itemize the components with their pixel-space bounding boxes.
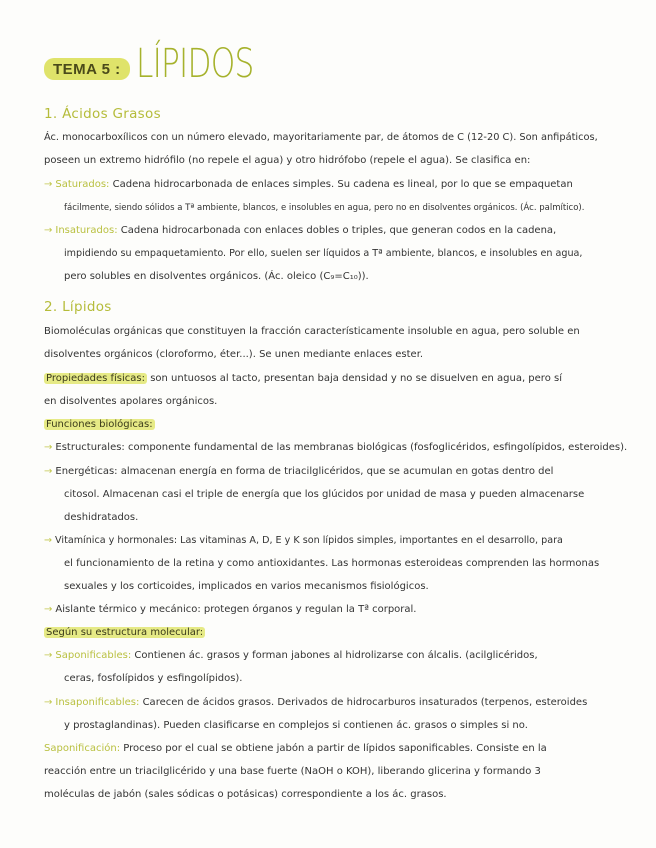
saturados-label: Saturados: xyxy=(55,179,110,190)
insaponificables-label: Insaponificables: xyxy=(55,697,140,708)
propiedades-label: Propiedades físicas: xyxy=(46,373,145,384)
propiedades-line-1 xyxy=(44,373,562,385)
arrow-icon: → xyxy=(44,179,53,190)
saponificacion-line-1 xyxy=(44,743,547,755)
saponificacion-text-3: moléculas de jabón (sales sódicas o potásicas) correspondiente a los ác. grasos. xyxy=(44,789,447,800)
vitaminas-text-2: el funcionamiento de la retina y como antioxidantes. Las hormonas esteroideas comprenden las hormonas xyxy=(64,558,600,569)
saturados-text-1: Cadena hidrocarbonada de enlaces simples. Su cadena es lineal, por lo que se empaquetan xyxy=(112,179,573,190)
energeticas-text-1: Energéticas: almacenan energía en forma de triacilglicéridos, que se acumulan en gotas dentro del xyxy=(55,466,554,477)
insaponificables-text-1: Carecen de ácidos grasos. Derivados de hidrocarburos insaturados (terpenos, esteroides xyxy=(142,697,588,708)
arrow-icon: → xyxy=(44,442,53,453)
saturados-text-2: fácilmente, siendo sólidos a Tª ambiente, blancos, e insolubles en agua, pero no en disolventes orgánicos. (Ác. palmítico). xyxy=(64,203,585,213)
s1-line-2: poseen un extremo hidrófilo (no repele el agua) y otro hidrófobo (repele el agua). Se clasifica en: xyxy=(44,155,531,166)
energeticas-text-3: deshidratados. xyxy=(64,512,139,523)
saponificacion-text-1: Proceso por el cual se obtiene jabón a partir de lípidos saponificables. Consiste en la xyxy=(123,743,547,754)
insaturados-text-2: impidiendo su empaquetamiento. Por ello, suelen ser líquidos a Tª ambiente, blancos, e insolubles en agua, xyxy=(64,248,583,259)
insaponificables-line-1 xyxy=(44,697,587,709)
insaponificables-text-2: y prostaglandinas). Pueden clasificarse en complejos si contienen ác. grasos o simples si no. xyxy=(64,720,528,731)
s2-intro-2: disolventes orgánicos (cloroformo, éter...). Se unen mediante enlaces ester. xyxy=(44,349,424,360)
funciones-label: Funciones biológicas: xyxy=(46,419,153,430)
vitaminas-text-3: sexuales y los corticoides, implicados en varios mecanismos fisiológicos. xyxy=(64,581,429,592)
saponificacion-label: Saponificación: xyxy=(44,743,121,754)
propiedades-text-2: en disolventes apolares orgánicos. xyxy=(44,396,218,407)
insaturados-label: Insaturados: xyxy=(55,225,118,236)
arrow-icon: → xyxy=(44,225,53,236)
estructurales-line xyxy=(44,442,627,454)
saponificacion-text-2: reacción entre un triacilglicérido y una base fuerte (NaOH o KOH), liberando glicerina y formando 3 xyxy=(44,766,541,777)
estructura-heading xyxy=(44,627,205,639)
title-row xyxy=(44,34,286,94)
saponificables-text-1: Contienen ác. grasos y forman jabones al hidrolizarse con álcalis. (acilglicéridos, xyxy=(134,650,538,661)
page-title: LÍPIDOS xyxy=(135,41,254,87)
energeticas-text-2: citosol. Almacenan casi el triple de energía que los glúcidos por unidad de masa y pueden almacenarse xyxy=(64,489,585,500)
estructurales-text: Estructurales: componente fundamental de las membranas biológicas (fosfoglicéridos, esfingolípidos, esteroides). xyxy=(55,442,628,453)
arrow-icon: → xyxy=(44,650,53,661)
tema-badge: TEMA 5 : xyxy=(44,58,130,80)
s1-line-1: Ác. monocarboxílicos con un número elevado, mayoritariamente par, de átomos de C (12-20 C). Son anfipáticos, xyxy=(44,132,598,143)
insaturados-line-1 xyxy=(44,225,556,237)
arrow-icon: → xyxy=(44,466,53,477)
propiedades-text-1: son untuosos al tacto, presentan baja densidad y no se disuelven en agua, pero sí xyxy=(150,373,562,384)
arrow-icon: → xyxy=(44,604,53,615)
saponificables-text-2: ceras, fosfolípidos y esfingolípidos). xyxy=(64,673,243,684)
saponificables-label: Saponificables: xyxy=(55,650,132,661)
insaturados-text-3: pero solubles en disolventes orgánicos. (Ác. oleico (C₉=C₁₀)). xyxy=(64,271,369,282)
funciones-heading xyxy=(44,419,155,431)
aislante-text: Aislante térmico y mecánico: protegen órganos y regulan la Tª corporal. xyxy=(55,604,417,615)
section1-heading: 1. Ácidos Grasos xyxy=(44,106,161,122)
aislante-line xyxy=(44,604,416,616)
energeticas-line-1 xyxy=(44,466,553,478)
saturados-line-1 xyxy=(44,179,573,191)
section2-heading: 2. Lípidos xyxy=(44,299,112,315)
insaturados-text-1: Cadena hidrocarbonada con enlaces dobles o triples, que generan codos en la cadena, xyxy=(120,225,557,236)
arrow-icon: → xyxy=(44,535,53,546)
saponificables-line-1 xyxy=(44,650,538,662)
s2-intro-1: Biomoléculas orgánicas que constituyen la fracción característicamente insoluble en agua, pero soluble en xyxy=(44,326,580,337)
estructura-label: Según su estructura molecular: xyxy=(46,627,204,638)
vitaminas-line-1 xyxy=(44,535,563,547)
vitaminas-text-1: Vitamínica y hormonales: Las vitaminas A, D, E y K son lípidos simples, importantes en el desarrollo, para xyxy=(55,535,563,546)
arrow-icon: → xyxy=(44,697,53,708)
